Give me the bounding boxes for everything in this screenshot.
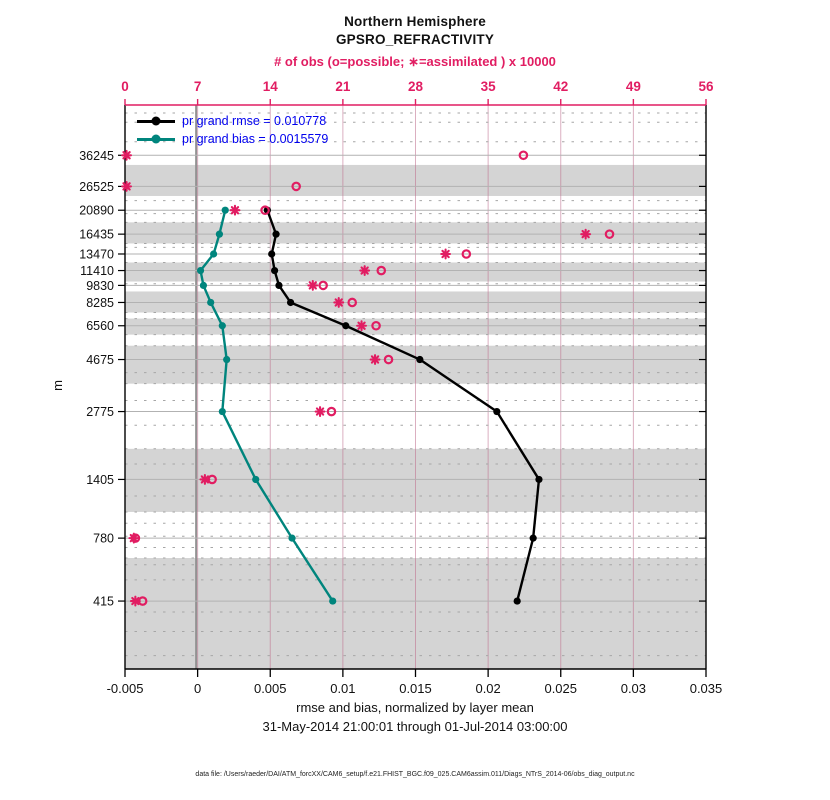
obs-assimilated-marker (357, 321, 366, 330)
obs-assimilated-marker (122, 182, 131, 191)
top-tick-label: 49 (625, 79, 641, 94)
rmse-point (493, 408, 500, 415)
y-axis-label: m (49, 380, 65, 391)
obs-assimilated-marker (360, 266, 369, 275)
top-tick-label: 35 (480, 79, 496, 94)
level-tick-label: 36245 (79, 148, 114, 163)
bias-point (200, 282, 207, 289)
level-tick-label: 2775 (86, 405, 114, 420)
bottom-tick-label: 0.03 (620, 681, 647, 696)
top-tick-label: 0 (121, 79, 129, 94)
legend-label-bias: pr grand bias = 0.0015579 (182, 132, 329, 146)
top-tick-label: 28 (407, 79, 424, 94)
obs-assimilated-marker (231, 206, 240, 215)
obs-assimilated-marker (441, 250, 450, 259)
bottom-tick-label: 0 (194, 681, 202, 696)
bottom-tick-label: 0.015 (399, 681, 432, 696)
bias-point (207, 299, 214, 306)
level-tick-label: 11410 (80, 264, 114, 279)
legend-label-rmse: pr grand rmse = 0.010778 (182, 114, 327, 128)
rmse-point (535, 476, 542, 483)
bias-point (216, 231, 223, 238)
rmse-point (416, 356, 423, 363)
obs-assimilated-marker (581, 230, 590, 239)
bottom-tick-label: 0.005 (253, 681, 287, 696)
level-tick-label: 1405 (86, 472, 114, 487)
legend (137, 112, 328, 148)
bias-point (197, 267, 204, 274)
page-title: Northern Hemisphere (344, 14, 486, 29)
date-range-label: 31-May-2014 21:00:01 through 01-Jul-2014 03:00:00 (262, 719, 568, 734)
bias-point (210, 250, 217, 257)
chart-subtitle: GPSRO_REFRACTIVITY (335, 32, 495, 47)
level-tick-label: 20890 (79, 203, 114, 218)
x-axis-label: rmse and bias, normalized by layer mean (296, 700, 534, 715)
obs-assimilated-marker (122, 151, 131, 160)
bias-point (329, 597, 336, 604)
level-tick-label: 780 (93, 531, 114, 546)
obs-assimilated-marker (129, 534, 138, 543)
level-tick-label: 415 (93, 594, 114, 609)
legend-item-rmse (137, 112, 328, 130)
bias-point (288, 535, 295, 542)
level-tick-label: 26525 (79, 179, 114, 194)
bias-point (252, 476, 259, 483)
bottom-tick-label: 0.025 (544, 681, 578, 696)
top-tick-label: 56 (698, 79, 714, 94)
rmse-line-swatch (137, 120, 175, 123)
rmse-point (287, 299, 294, 306)
obs-assimilated-marker (371, 355, 380, 364)
rmse-point (271, 267, 278, 274)
bottom-tick-label: -0.005 (106, 681, 144, 696)
bottom-tick-label: 0.02 (475, 681, 501, 696)
rmse-point (530, 535, 537, 542)
level-tick-label: 13470 (79, 247, 114, 262)
top-tick-label: 42 (553, 79, 569, 94)
level-tick-label: 6560 (86, 319, 114, 334)
legend-item-bias (137, 130, 328, 148)
top-tick-label: 14 (262, 79, 278, 94)
data-file-path: data file: /Users/raeder/DAI/ATM_forcXX/CAM6_setup/f.e21.FHIST_BGC.f09_025.CAM6assim.011/Diags_NTrS_2014-06/obs_diag_output.nc (195, 771, 635, 778)
rmse-point (268, 250, 275, 257)
rmse-point (342, 322, 349, 329)
level-tick-label: 4675 (86, 353, 114, 368)
bias-point (222, 207, 229, 214)
bottom-tick-label: 0.01 (330, 681, 356, 696)
obs-assimilated-marker (316, 407, 325, 416)
bias-point (219, 408, 226, 415)
obs-assimilated-marker (200, 475, 209, 484)
bottom-tick-label: 0.035 (689, 681, 723, 696)
rmse-point (275, 282, 282, 289)
obs-assimilated-marker (131, 597, 140, 606)
rmse-point (272, 231, 279, 238)
obs-assimilated-marker (308, 281, 317, 290)
level-tick-label: 16435 (79, 227, 114, 242)
bias-point (223, 356, 230, 363)
top-tick-label: 21 (335, 79, 351, 94)
level-tick-label: 9830 (86, 278, 114, 293)
rmse-point (514, 597, 521, 604)
top-axis-label: # of obs (o=possible; ∗=assimilated ) x 10000 (274, 54, 556, 69)
obs-assimilated-marker (334, 298, 343, 307)
top-tick-label: 7 (193, 79, 202, 94)
level-tick-label: 8285 (86, 295, 114, 310)
bias-point (219, 322, 226, 329)
bias-line-swatch (137, 138, 175, 141)
